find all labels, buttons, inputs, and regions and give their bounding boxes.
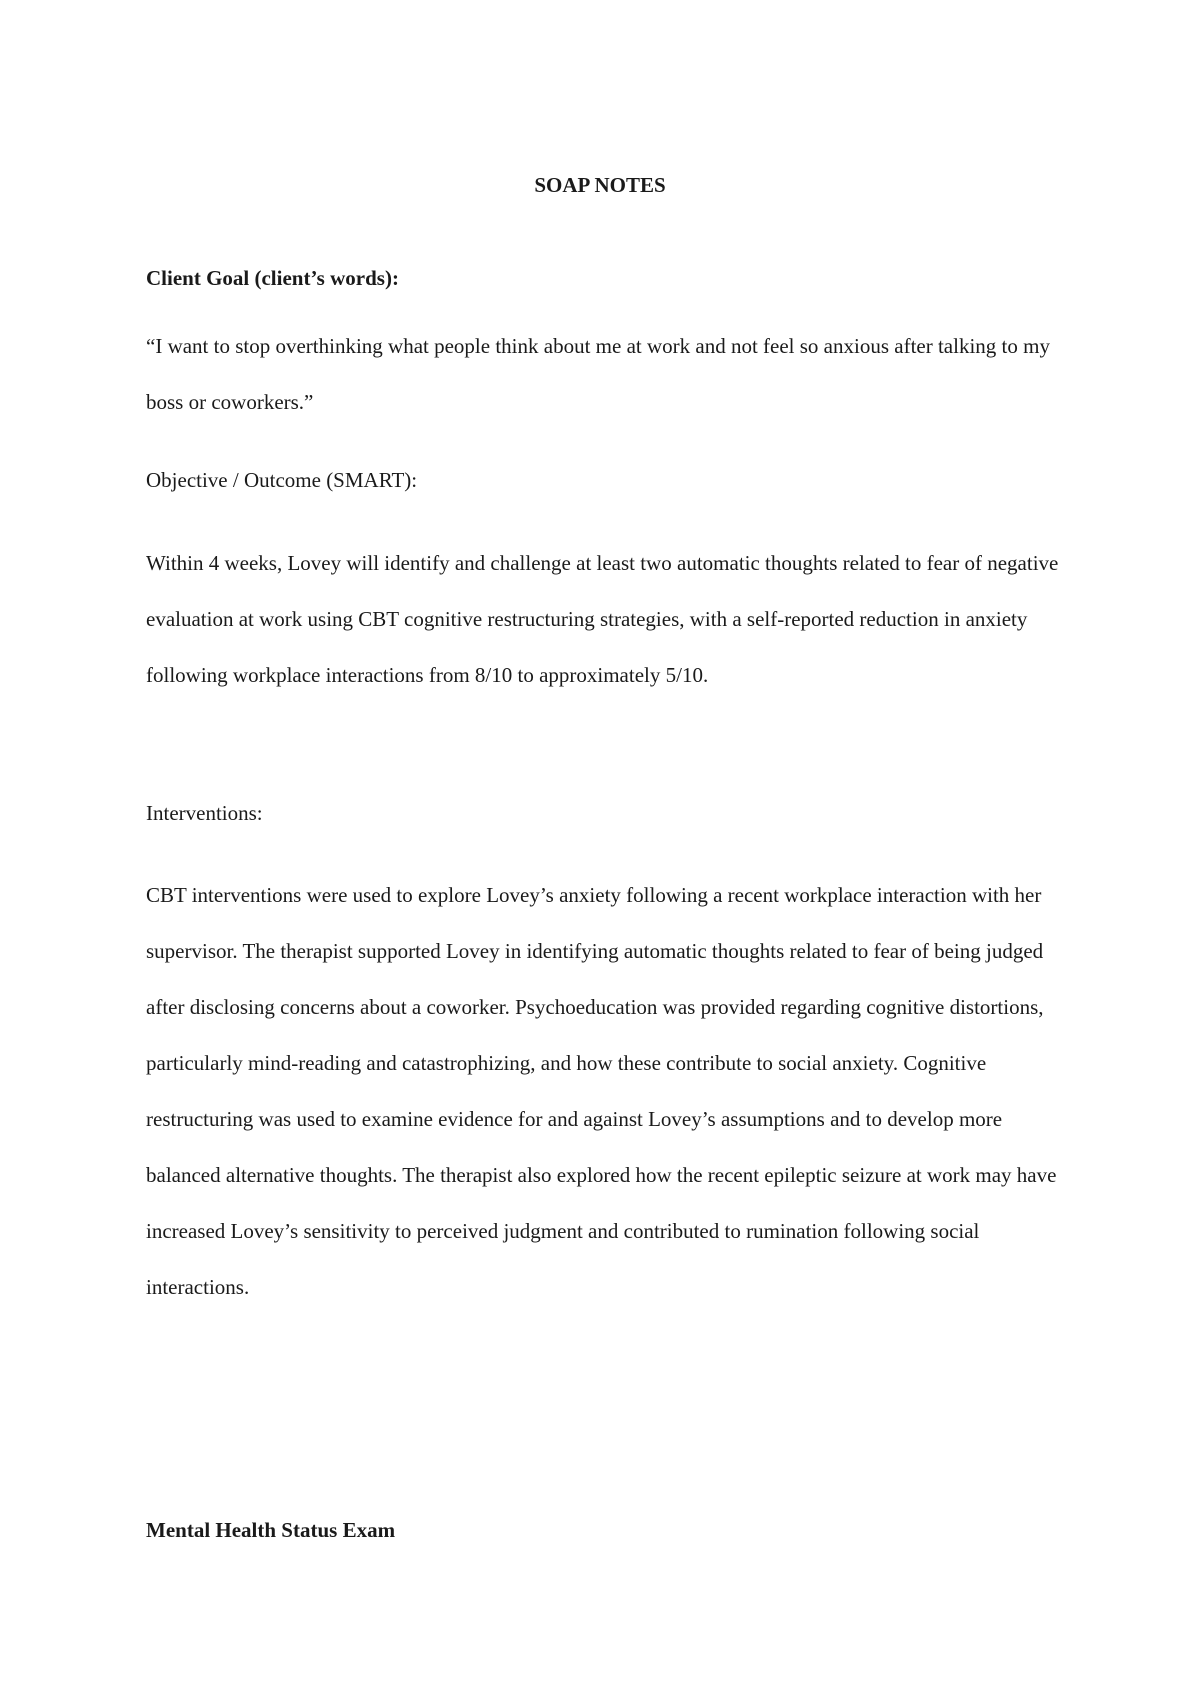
client-goal-text (146, 318, 1066, 430)
interventions-text (146, 867, 1066, 1315)
interventions-heading: Interventions: (146, 801, 263, 825)
client-goal-heading: Client Goal (client’s words): (146, 266, 399, 290)
objective-paragraph: Within 4 weeks, Lovey will identify and challenge at least two automatic thoughts related to fear of negative evaluation at work using CBT cognitive restructuring strategies, with a self-reported reduction in anxiety following workplace interactions from 8/10 to approximately 5/10. (146, 551, 1059, 687)
mental-health-status-heading: Mental Health Status Exam (146, 1518, 396, 1542)
page-title: SOAP NOTES (534, 173, 666, 197)
client-goal-paragraph: “I want to stop overthinking what people think about me at work and not feel so anxious after talking to my boss or coworkers.” (146, 334, 1050, 414)
interventions-paragraph: CBT interventions were used to explore Lovey’s anxiety following a recent workplace interaction with her supervisor. The therapist supported Lovey in identifying automatic thoughts related to fear of being judged after disclosing concerns about a coworker. Psychoeducation was provided regarding cognitive distortions, particularly mind-reading and catastrophizing, and how these contribute to social anxiety. Cognitive restructuring was used to examine evidence for and against Lovey’s assumptions and to develop more balanced alternative thoughts. The therapist also explored how the recent epileptic seizure at work may have increased Lovey’s sensitivity to perceived judgment and contributed to rumination following social interactions. (146, 883, 1057, 1299)
objective-heading: Objective / Outcome (SMART): (146, 468, 418, 492)
objective-text (146, 535, 1066, 703)
